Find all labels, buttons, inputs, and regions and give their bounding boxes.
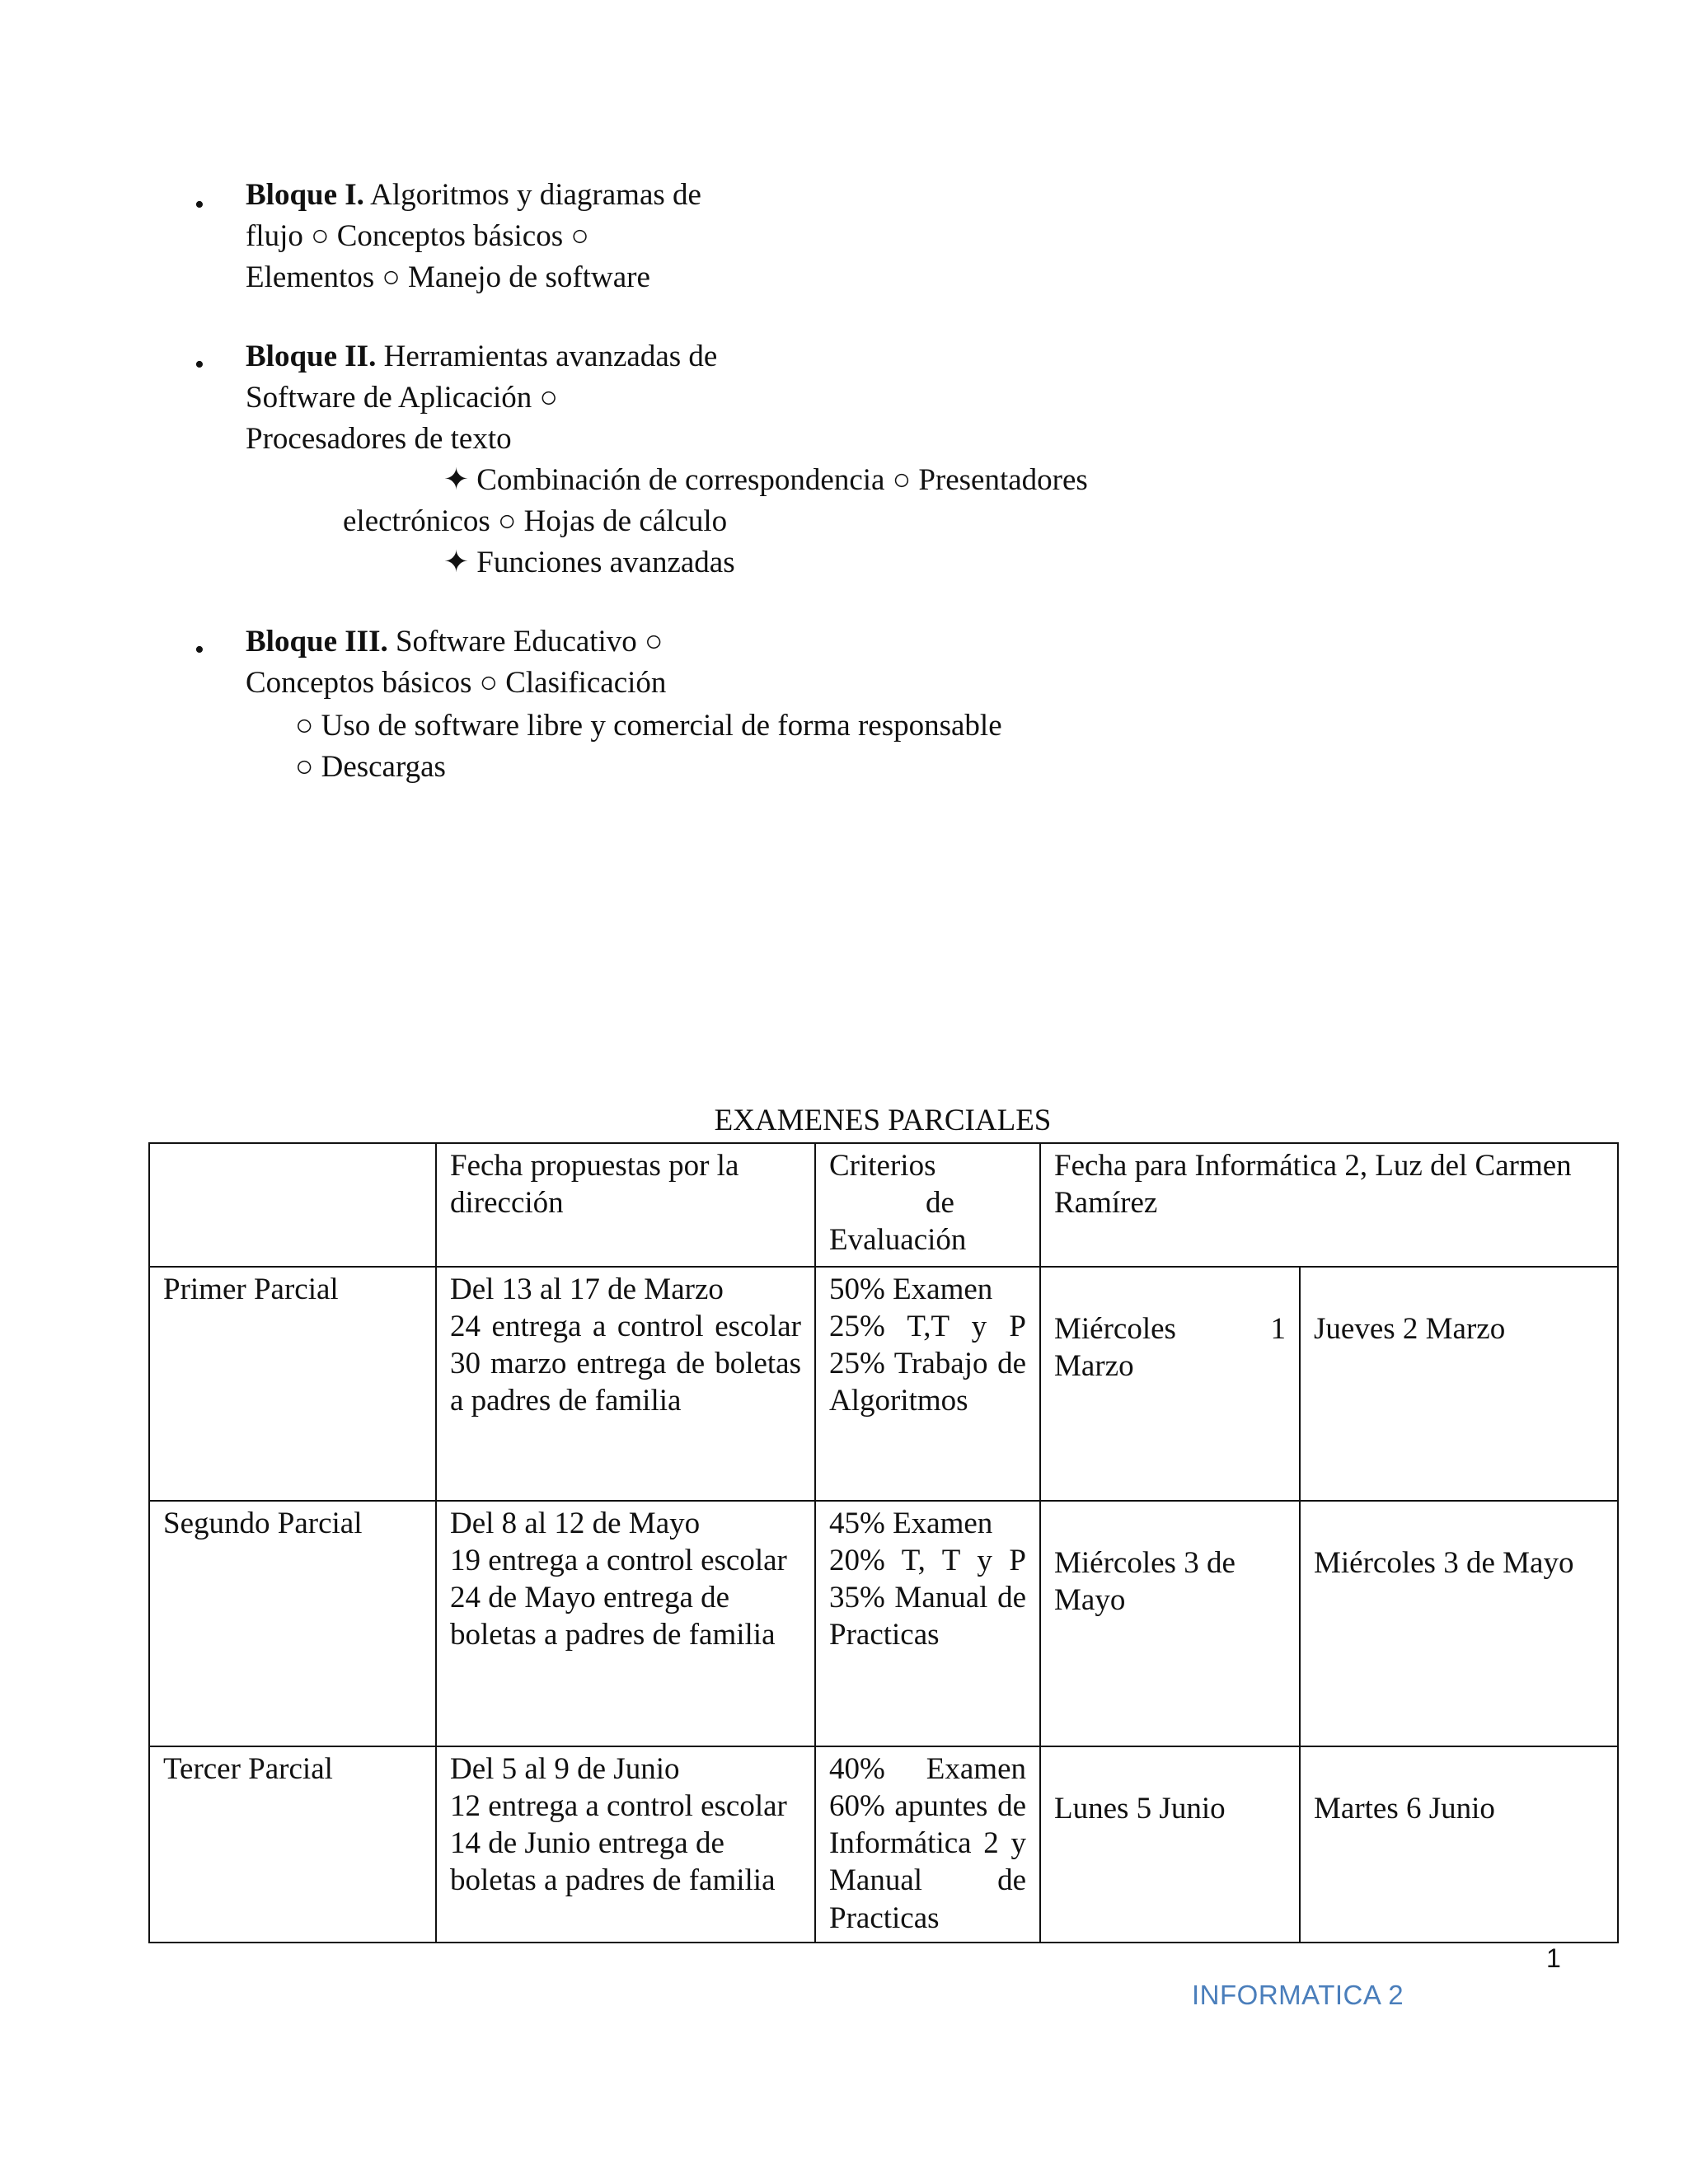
block3-title: Bloque III.: [246, 625, 388, 658]
row-label: Segundo Parcial: [149, 1501, 436, 1746]
block2-line3: Procesadores de texto: [246, 422, 512, 456]
block3-line3: ○ Uso de software libre y comercial de forma responsable: [295, 709, 1002, 743]
bullet-icon: •: [195, 349, 204, 380]
row-criteria: 50% Examen 25% T,T y P 25% Trabajo de Algoritmos: [815, 1267, 1040, 1501]
block3-line1: Bloque III. Software Educativo ○: [246, 625, 663, 658]
exams-table: [148, 1142, 1619, 1943]
block3-line2: Conceptos básicos ○ Clasificación: [246, 666, 667, 700]
header-criteria: Criterios de Evaluación: [815, 1143, 1040, 1267]
row-label: Primer Parcial: [149, 1267, 436, 1501]
block2-title: Bloque II.: [246, 340, 377, 373]
table-row: [149, 1746, 1618, 1943]
block2-line4: ✦ Combinación de correspondencia ○ Presentadores: [443, 463, 1088, 497]
bullet-icon: •: [195, 635, 204, 665]
header-proposed-dates: Fecha propuestas por la dirección: [436, 1143, 815, 1267]
header-teacher-dates: Fecha para Informática 2, Luz del Carmen Ramírez: [1040, 1143, 1618, 1267]
block2-line1: Bloque II. Herramientas avanzadas de: [246, 340, 718, 373]
row-date-2: Martes 6 Junio: [1300, 1746, 1618, 1943]
header-empty-cell: [149, 1143, 436, 1267]
row-criteria: 45% Examen 20% T, T y P 35% Manual de Practicas: [815, 1501, 1040, 1746]
row-date-1: Miércoles 3 de Mayo: [1040, 1501, 1300, 1746]
block2-line5: electrónicos ○ Hojas de cálculo: [343, 504, 728, 538]
row-date-2: Miércoles 3 de Mayo: [1300, 1501, 1618, 1746]
row-label: Tercer Parcial: [149, 1746, 436, 1943]
table-row: [149, 1267, 1618, 1501]
footer-label: INFORMATICA 2: [1192, 1980, 1404, 2010]
row-date-2: Jueves 2 Marzo: [1300, 1267, 1618, 1501]
table-header-row: [149, 1143, 1618, 1267]
table-row: [149, 1501, 1618, 1746]
row-date-1: Miércoles 1 Marzo: [1040, 1267, 1300, 1501]
row-proposed: Del 5 al 9 de Junio 12 entrega a control escolar 14 de Junio entrega de boletas a padres de familia: [436, 1746, 815, 1943]
block3-line4: ○ Descargas: [295, 750, 446, 784]
bullet-icon: •: [195, 190, 204, 220]
block1-line1: Bloque I. Algoritmos y diagramas de: [246, 178, 701, 212]
page-number: 1: [1546, 1943, 1561, 1973]
table-title: EXAMENES PARCIALES: [714, 1104, 1052, 1137]
row-date-1: Lunes 5 Junio: [1040, 1746, 1300, 1943]
block1-title: Bloque I.: [246, 178, 364, 212]
row-criteria: 40% Examen 60% apuntes de Informática 2 y Manual de Practicas: [815, 1746, 1040, 1943]
row-proposed: Del 13 al 17 de Marzo 24 entrega a control escolar 30 marzo entrega de boletas a padres de familia: [436, 1267, 815, 1501]
row-proposed: Del 8 al 12 de Mayo 19 entrega a control escolar 24 de Mayo entrega de boletas a padres de familia: [436, 1501, 815, 1746]
block1-line3: Elementos ○ Manejo de software: [246, 260, 650, 294]
block2-line6: ✦ Funciones avanzadas: [443, 546, 735, 579]
block1-line2: flujo ○ Conceptos básicos ○: [246, 219, 589, 253]
block2-line2: Software de Aplicación ○: [246, 381, 558, 415]
